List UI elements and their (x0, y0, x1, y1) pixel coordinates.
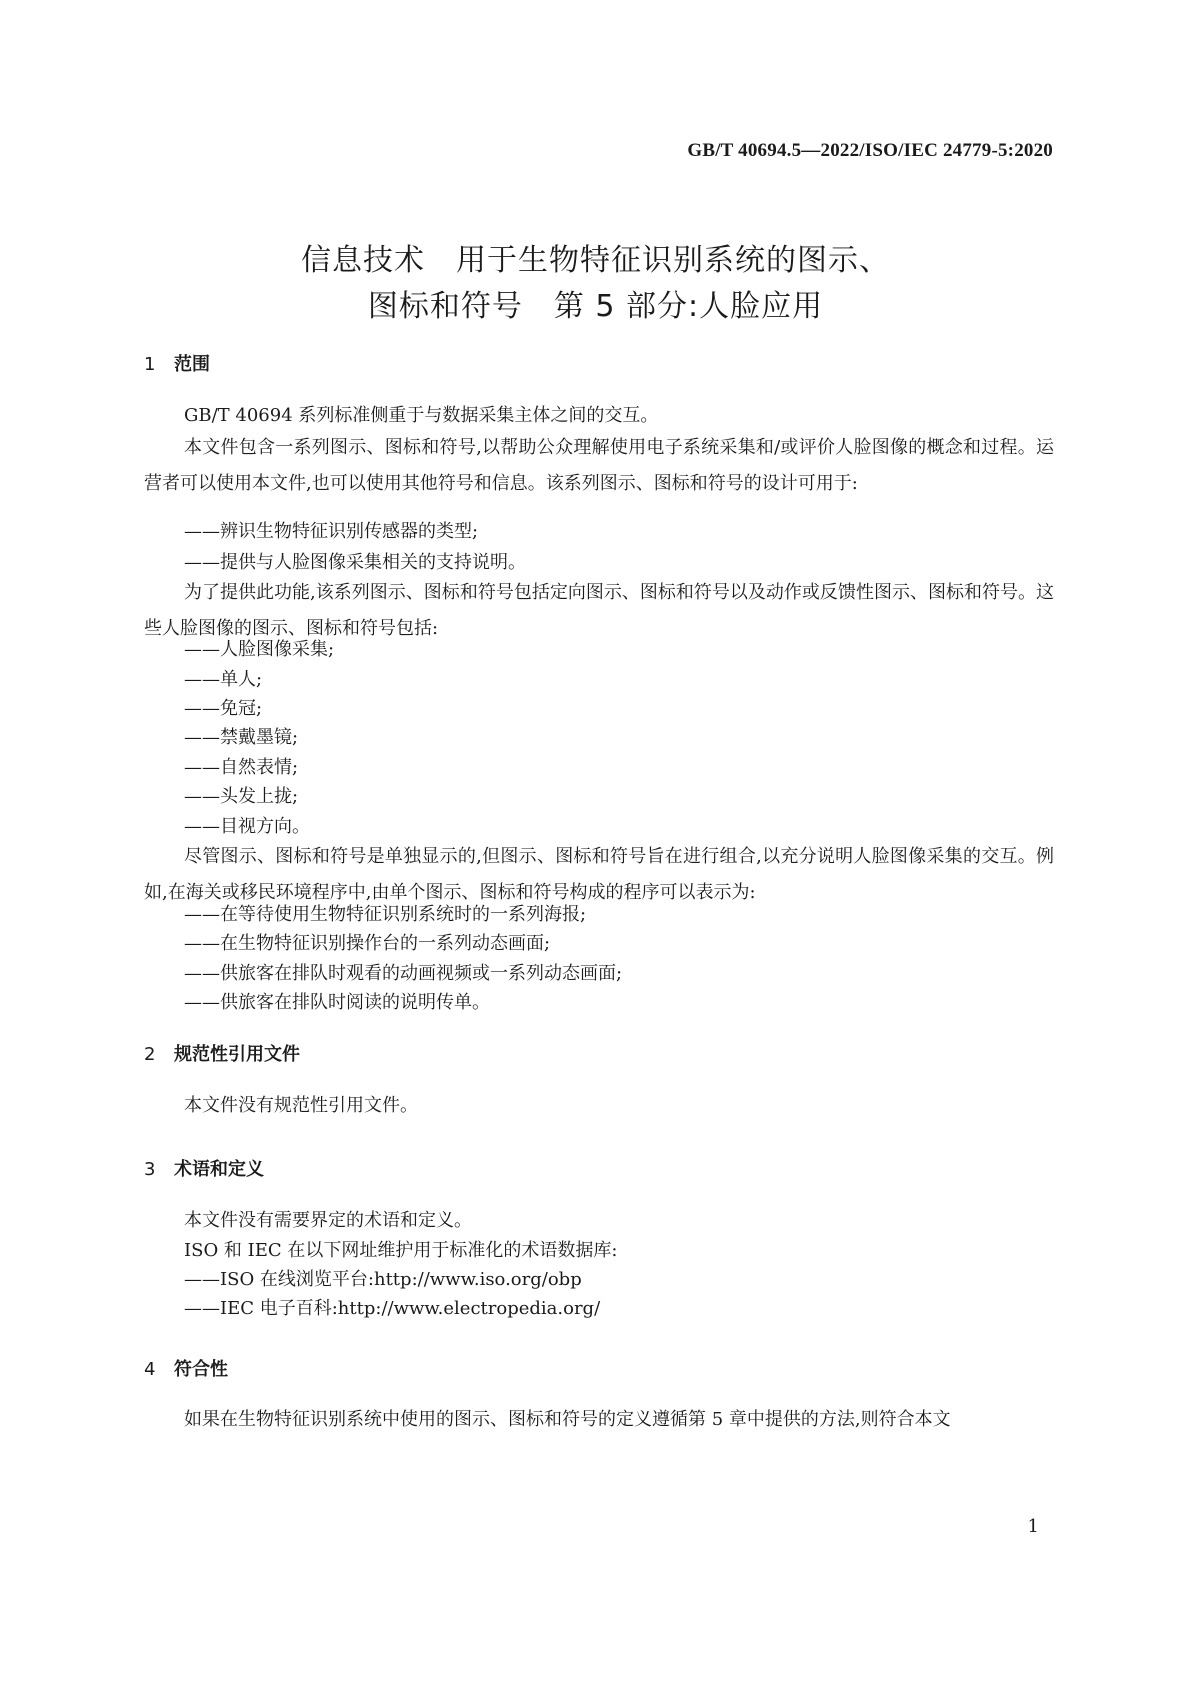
section-heading-scope (144, 350, 210, 376)
list-item: ——头发上拢; (184, 786, 299, 807)
list-item: ——辨识生物特征识别传感器的类型; (184, 521, 479, 542)
paragraph: 本文件包含一系列图示、图标和符号,以帮助公众理解使用电子系统采集和/或评价人脸图像的概念和过程。运营者可以使用本文件,也可以使用其他符号和信息。该系列图示、图标和符号的设计可用于: (144, 437, 1054, 494)
paragraph: 本文件没有需要界定的术语和定义。 (184, 1210, 472, 1231)
paragraph: ISO 和 IEC 在以下网址维护用于标准化的术语数据库: (184, 1240, 618, 1261)
section-number: 4 (144, 1359, 156, 1380)
section-heading-normative (144, 1040, 300, 1066)
list-item: ——提供与人脸图像采集相关的支持说明。 (184, 552, 526, 573)
section-heading-terms (144, 1155, 264, 1181)
section-number: 2 (144, 1044, 156, 1065)
title-line-2: 图标和符号 第 5 部分:人脸应用 (367, 289, 824, 324)
title-line-1: 信息技术 用于生物特征识别系统的图示、 (301, 243, 890, 278)
paragraph: 本文件没有规范性引用文件。 (184, 1095, 418, 1116)
list-item: ——自然表情; (184, 757, 299, 778)
list-item: ——IEC 电子百科:http://www.electropedia.org/ (184, 1298, 601, 1319)
section-title: 符合性 (174, 1359, 228, 1380)
list-item: ——禁戴墨镜; (184, 727, 299, 748)
section-title: 术语和定义 (174, 1159, 264, 1180)
list-item: ——供旅客在排队时阅读的说明传单。 (184, 992, 490, 1013)
section-number: 3 (144, 1159, 156, 1180)
standard-code: GB/T 40694.5—2022/ISO/IEC 24779-5:2020 (687, 140, 1053, 161)
section-number: 1 (144, 354, 156, 375)
list-item: ——供旅客在排队时观看的动画视频或一系列动态画面; (184, 963, 623, 984)
paragraph: 如果在生物特征识别系统中使用的图示、图标和符号的定义遵循第 5 章中提供的方法,则符合本文 (184, 1409, 951, 1430)
list-item: ——在生物特征识别操作台的一系列动态画面; (184, 933, 551, 954)
section-heading-conformance (144, 1355, 228, 1381)
page-number: 1 (1027, 1516, 1039, 1537)
paragraph: GB/T 40694 系列标准侧重于与数据采集主体之间的交互。 (184, 405, 659, 426)
list-item: ——ISO 在线浏览平台:http://www.iso.org/obp (184, 1269, 582, 1290)
list-item: ——在等待使用生物特征识别系统时的一系列海报; (184, 904, 587, 925)
list-item: ——目视方向。 (184, 816, 310, 837)
paragraph: 尽管图示、图标和符号是单独显示的,但图示、图标和符号旨在进行组合,以充分说明人脸图像采集的交互。例如,在海关或移民环境程序中,由单个图示、图标和符号构成的程序可以表示为: (144, 846, 1054, 903)
section-title: 范围 (174, 354, 210, 375)
list-item: ——免冠; (184, 698, 263, 719)
list-item: ——单人; (184, 669, 263, 690)
list-item: ——人脸图像采集; (184, 639, 335, 660)
document-title (0, 238, 1191, 330)
paragraph: 为了提供此功能,该系列图示、图标和符号包括定向图示、图标和符号以及动作或反馈性图示、图标和符号。这些人脸图像的图示、图标和符号包括: (144, 582, 1054, 639)
section-title: 规范性引用文件 (174, 1044, 300, 1065)
